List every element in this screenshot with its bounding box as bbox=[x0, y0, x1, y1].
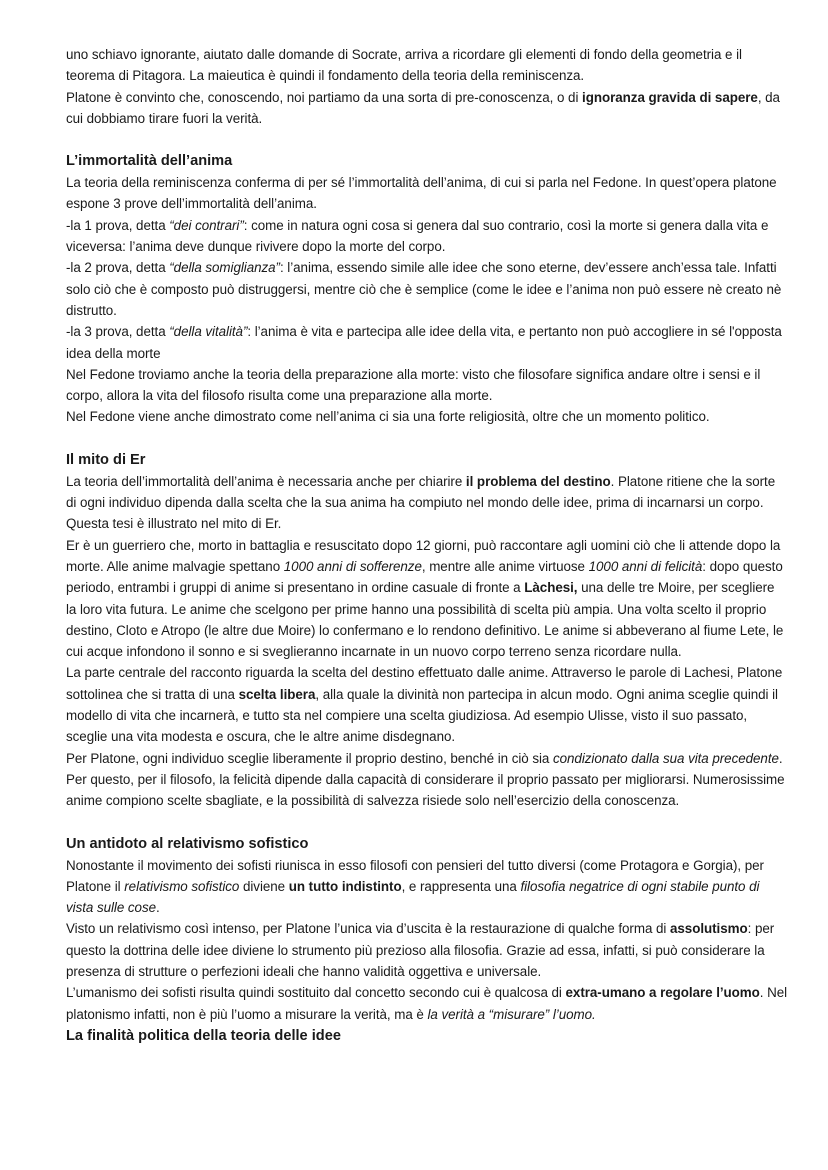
bold-phrase: ignoranza gravida di sapere bbox=[582, 89, 758, 105]
paragraph-prova-3: -la 3 prova, detta “della vitalità”: l’anima è vita e partecipa alle idee della vita, e pertanto non può accogliere in sé l'opposta idea della morte bbox=[66, 324, 782, 361]
paragraph-immortalita-intro: La teoria della reminiscenza conferma di per sé l’immortalità dell’anima, di cui si parla nel Fedone. In quest’opera platone espone 3 prove dell’immortalità dell’anima. bbox=[66, 175, 777, 212]
paragraph-antidoto-assolutismo: Visto un relativismo così intenso, per Platone l’unica via d’uscita è la restaurazione di qualche forma di assolutismo: per questo la dottrina delle idee diviene lo strumento più prezioso alla filosofia. Grazie ad essa, infatti, si può considerare la presenza di strutture o perfezioni ideali che hanno validità oggettiva e universale. bbox=[66, 921, 775, 979]
paragraph-intro-maieutica: uno schiavo ignorante, aiutato dalle domande di Socrate, arriva a ricordare gli elementi di fondo della geometria e il teorema di Pitagora. La maieutica è quindi il fondamento della teoria della reminiscenza. Platone è convinto che, conoscendo, noi partiamo da una sorta di pre-conoscenza, o di ignoranza gravida di sapere, da cui dobbiamo tirare fuori la verità. bbox=[66, 47, 780, 126]
section-heading-immortalita: L’immortalità dell’anima bbox=[66, 153, 233, 170]
section-heading-mito-di-er: Il mito di Er bbox=[66, 451, 146, 468]
section-heading-finalita-politica: La finalità politica della teoria delle idee bbox=[66, 1027, 341, 1044]
paragraph-prova-1: -la 1 prova, detta “dei contrari”: come in natura ogni cosa si genera dal suo contrario, così la morte si genera dalla vita e viceversa: l’anima deve dunque rivivere dopo la morte del corpo. bbox=[66, 217, 769, 255]
paragraph-er-scelta: La parte centrale del racconto riguarda la scelta del destino effettuato dalle anime. Attraverso le parole di Lachesi, Platone sottolinea che si tratta di una scelta libera, alla quale la divinità non partecipa in alcun modo. Ogni anima sceglie quindi il modello di vita che incarnerà, e tutto sta nel compiere una scelta giudiziosa. Ad esempio Ulisse, visto il suo passato, sceglie una vita modesta e oscura, che le altre anime disdegnano. bbox=[66, 665, 783, 745]
paragraph-prova-2: -la 2 prova, detta “della somiglianza”: l’anima, essendo simile alle idee che sono eterne, dev’essere anch’essa tale. Infatti solo ciò che è composto può distruggersi, mentre ciò che è semplice (come le idee e l’anima non può essere nè creato nè distrutto. bbox=[66, 260, 782, 318]
paragraph-antidoto-umanismo: L’umanismo dei sofisti risulta quindi sostituito dal concetto secondo cui è qualcosa di extra-umano a regolare l’uomo. Nel platonismo infatti, non è più l’uomo a misurare la verità, ma è la verità a “misurare” l’uomo. bbox=[66, 985, 788, 1022]
section-heading-antidoto: Un antidoto al relativismo sofistico bbox=[66, 835, 309, 852]
paragraph-fedone-religiosita: Nel Fedone viene anche dimostrato come nell’anima ci sia una forte religiosità, oltre che un momento politico. bbox=[66, 409, 710, 425]
paragraph-er-racconto: Er è un guerriero che, morto in battaglia e resuscitato dopo 12 giorni, può raccontare agli uomini ciò che li attende dopo la morte. Alle anime malvagie spettano 1000 anni di sofferenze, mentre alle anime virtuose 1000 anni di felicità: dopo questo periodo, entrambi i gruppi di anime si presentano in ordine casuale di fronte a Làchesi, una delle tre Moire, per scegliere la loro vita futura. Le anime che scelgono per prime hanno una possibilità di scelta più ampia. Una volta scelto il proprio destino, Cloto e Atropo (le altre due Moire) lo confermano e lo rendono definitivo. Le anime si abbeverano al fiume Lete, le cui acque infondono il sonno e si sveglieranno incarnate in un nuovo corpo terreno senza ricordare nulla. bbox=[66, 537, 784, 660]
paragraph-er-felicita: Per Platone, ogni individuo sceglie liberamente il proprio destino, benché in ciò sia condizionato dalla sua vita precedente. Per questo, per il filosofo, la felicità dipende dalla capacità di considerare il proprio passato per migliorarsi. Numerosissime anime compiono scelte sbagliate, e la possibilità di salvezza risiede solo nell’esercizio della conoscenza. bbox=[66, 750, 785, 809]
paragraph-er-destino: La teoria dell’immortalità dell’anima è necessaria anche per chiarire il problema del destino. Platone ritiene che la sorte di ogni individuo dipenda dalla scelta che la sua anima ha compiuto nel mondo delle idee, prima di incarnarsi un corpo. Questa tesi è illustrato nel mito di Er. bbox=[66, 473, 776, 532]
paragraph-antidoto-relativismo: Nonostante il movimento dei sofisti riunisca in esso filosofi con pensieri del tutto diversi (come Protagora e Gorgia), per Platone il relativismo sofistico diviene un tutto indistinto, e rappresenta una filosofia negatrice di ogni stabile punto di vista sulle cose. bbox=[66, 857, 764, 916]
paragraph-fedone-preparazione: Nel Fedone troviamo anche la teoria della preparazione alla morte: visto che filosofare significa andare oltre i sensi e il corpo, allora la vita del filosofo risulta come una preparazione alla morte. bbox=[66, 366, 761, 404]
